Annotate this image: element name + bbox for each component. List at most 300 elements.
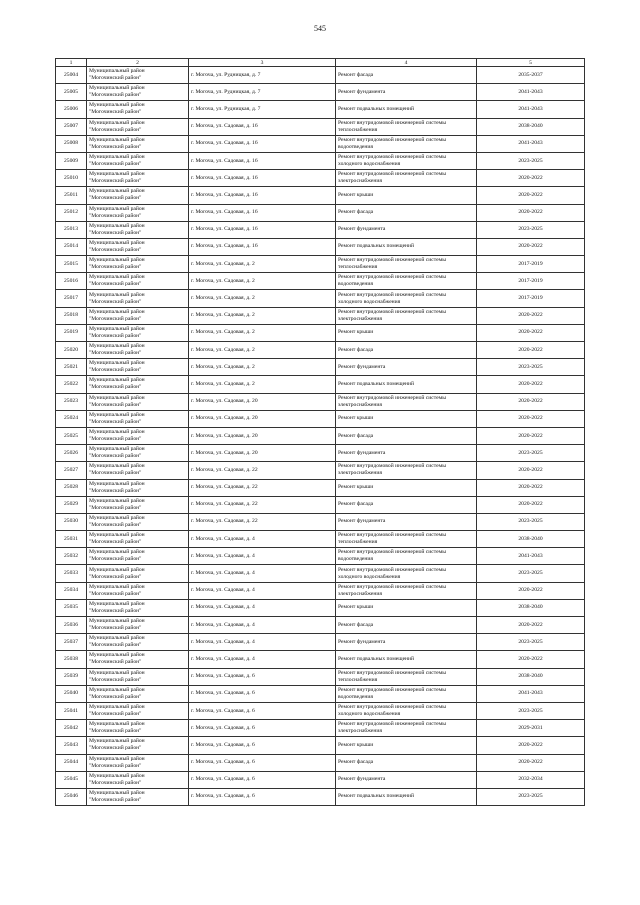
work-type-line: Ремонт внутридомовой инженерной системы [338,532,446,539]
address-cell: г. Могоча, ул. Садовая, д. 16 [189,221,336,238]
work-type-line: водоотведения [338,281,373,288]
municipality-cell [87,187,189,204]
municipality-line: "Могочинский район" [89,143,142,150]
municipality-cell [87,410,189,427]
municipality-line: "Могочинский район" [89,332,142,339]
work-type-line: Ремонт фасада [338,209,374,216]
municipality-line: "Могочинский район" [89,762,142,769]
record-number-cell: 25045 [56,771,87,788]
address-cell: г. Могоча, ул. Садовая, д. 2 [189,376,336,393]
municipality-line: "Могочинский район" [89,728,142,735]
municipality-line: Муниципальный район [89,635,145,642]
municipality-cell [87,634,189,651]
work-type-line: водоотведения [338,143,373,150]
municipality-cell [87,238,189,255]
municipality-line: Муниципальный район [89,274,145,281]
municipality-cell [87,788,189,805]
municipality-line: "Могочинский район" [89,436,142,443]
municipality-line: Муниципальный район [89,463,145,470]
municipality-line: "Могочинский район" [89,539,142,546]
work-type-line: Ремонт подвальных помещений [338,793,415,800]
record-number-cell: 25015 [56,256,87,273]
period-cell: 2041-2043 [477,84,585,101]
municipality-line: Муниципальный район [89,291,145,298]
work-type-line: Ремонт внутридомовой инженерной системы [338,308,446,315]
table-row [56,101,585,118]
municipality-cell [87,754,189,771]
work-type-cell [336,135,477,152]
municipality-line: "Могочинский район" [89,521,142,528]
column-number: 3 [189,59,336,67]
municipality-cell [87,548,189,565]
record-number-cell: 25028 [56,479,87,496]
municipality-line: "Могочинский район" [89,126,142,133]
record-number-cell: 25032 [56,548,87,565]
municipality-line: "Могочинский район" [89,745,142,752]
municipality-cell [87,170,189,187]
record-number-cell: 25017 [56,290,87,307]
address-cell: г. Могоча, ул. Садовая, д. 16 [189,170,336,187]
municipality-line: Муниципальный район [89,583,145,590]
address-cell: г. Могоча, ул. Садовая, д. 16 [189,135,336,152]
record-number-cell: 25014 [56,238,87,255]
municipality-line: Муниципальный район [89,532,145,539]
municipality-line: "Могочинский район" [89,642,142,649]
table-row [56,754,585,771]
municipality-cell [87,359,189,376]
record-number-cell: 25011 [56,187,87,204]
municipality-line: "Могочинский район" [89,109,142,116]
work-type-line: электроснабжения [338,315,382,322]
work-type-line: Ремонт фундамента [338,776,386,783]
address-cell: г. Могоча, ул. Садовая, д. 16 [189,118,336,135]
address-cell: г. Могоча, ул. Садовая, д. 20 [189,445,336,462]
work-type-line: теплоснабжения [338,539,378,546]
column-number: 5 [477,59,585,67]
work-type-cell [336,221,477,238]
work-type-cell [336,599,477,616]
municipality-line: "Могочинский район" [89,298,142,305]
municipality-line: Муниципальный район [89,377,145,384]
work-type-cell [336,238,477,255]
work-type-cell [336,273,477,290]
work-type-line: холодного водоснабжения [338,711,401,718]
municipality-line: Муниципальный район [89,669,145,676]
address-cell: г. Могоча, ул. Садовая, д. 4 [189,634,336,651]
municipality-line: "Могочинский район" [89,796,142,803]
municipality-line: "Могочинский район" [89,401,142,408]
table-row [56,496,585,513]
work-type-cell [336,152,477,169]
record-number-cell: 25041 [56,702,87,719]
municipality-cell [87,290,189,307]
period-cell: 2020-2022 [477,410,585,427]
municipality-line: Муниципальный район [89,429,145,436]
municipality-line: Муниципальный район [89,325,145,332]
address-cell: г. Могоча, ул. Садовая, д. 16 [189,152,336,169]
municipality-cell [87,273,189,290]
municipality-line: Муниципальный район [89,222,145,229]
record-number-cell: 25007 [56,118,87,135]
period-cell: 2041-2043 [477,101,585,118]
municipality-cell [87,118,189,135]
record-number-cell: 25029 [56,496,87,513]
municipality-line: "Могочинский район" [89,195,142,202]
address-cell: г. Могоча, ул. Рудницкая, д. 7 [189,84,336,101]
table-row [56,256,585,273]
municipality-line: "Могочинский район" [89,212,142,219]
municipality-line: "Могочинский район" [89,161,142,168]
period-cell: 2020-2022 [477,342,585,359]
address-cell: г. Могоча, ул. Садовая, д. 22 [189,462,336,479]
column-number: 1 [56,59,87,67]
table-row [56,238,585,255]
address-cell: г. Могоча, ул. Садовая, д. 20 [189,393,336,410]
address-cell: г. Могоча, ул. Садовая, д. 6 [189,771,336,788]
municipality-line: "Могочинский район" [89,625,142,632]
address-cell: г. Могоча, ул. Садовая, д. 6 [189,788,336,805]
record-number-cell: 25025 [56,427,87,444]
work-type-line: Ремонт фасада [338,759,374,766]
work-type-cell [336,754,477,771]
period-cell: 2020-2022 [477,324,585,341]
work-type-line: Ремонт внутридомовой инженерной системы [338,257,446,264]
work-type-line: Ремонт фасада [338,346,374,353]
period-cell: 2038-2040 [477,668,585,685]
work-type-cell [336,445,477,462]
record-number-cell: 25005 [56,84,87,101]
work-type-line: Ремонт фасада [338,501,374,508]
period-cell: 2023-2025 [477,152,585,169]
work-type-line: водоотведения [338,693,373,700]
work-type-cell [336,737,477,754]
column-number: 4 [336,59,477,67]
period-cell: 2017-2019 [477,273,585,290]
period-cell: 2020-2022 [477,204,585,221]
address-cell: г. Могоча, ул. Садовая, д. 6 [189,754,336,771]
work-type-line: Ремонт внутридомовой инженерной системы [338,566,446,573]
municipality-cell [87,702,189,719]
table-row [56,685,585,702]
period-cell: 2020-2022 [477,754,585,771]
work-type-cell [336,720,477,737]
work-type-line: Ремонт крыши [338,191,374,198]
period-cell: 2020-2022 [477,170,585,187]
table-row [56,720,585,737]
address-cell: г. Могоча, ул. Садовая, д. 4 [189,531,336,548]
municipality-line: Муниципальный район [89,755,145,762]
record-number-cell: 25012 [56,204,87,221]
table-row [56,410,585,427]
record-number-cell: 25009 [56,152,87,169]
table-row [56,651,585,668]
municipality-cell [87,204,189,221]
address-cell: г. Могоча, ул. Рудницкая, д. 7 [189,101,336,118]
period-cell: 2023-2025 [477,221,585,238]
municipality-line: "Могочинский район" [89,384,142,391]
address-cell: г. Могоча, ул. Садовая, д. 22 [189,479,336,496]
table-row [56,187,585,204]
table-row [56,737,585,754]
record-number-cell: 25018 [56,307,87,324]
municipality-line: Муниципальный район [89,789,145,796]
record-number-cell: 25027 [56,462,87,479]
municipality-line: "Могочинский район" [89,556,142,563]
address-cell: г. Могоча, ул. Садовая, д. 2 [189,342,336,359]
period-cell: 2023-2025 [477,788,585,805]
work-type-line: Ремонт фундамента [338,518,386,525]
period-cell: 2023-2025 [477,513,585,530]
table-row [56,788,585,805]
municipality-line: Муниципальный район [89,686,145,693]
municipality-cell [87,668,189,685]
address-cell: г. Могоча, ул. Садовая, д. 6 [189,685,336,702]
address-cell: г. Могоча, ул. Садовая, д. 6 [189,737,336,754]
municipality-line: Муниципальный район [89,772,145,779]
period-cell: 2020-2022 [477,307,585,324]
period-cell: 2023-2025 [477,359,585,376]
municipality-line: "Могочинский район" [89,281,142,288]
work-type-cell [336,771,477,788]
record-number-cell: 25042 [56,720,87,737]
period-cell: 2020-2022 [477,496,585,513]
municipality-line: Муниципальный район [89,721,145,728]
municipality-cell [87,771,189,788]
municipality-cell [87,152,189,169]
work-type-line: электроснабжения [338,401,382,408]
work-type-cell [336,565,477,582]
table-row [56,342,585,359]
municipality-line: Муниципальный район [89,257,145,264]
address-cell: г. Могоча, ул. Садовая, д. 20 [189,410,336,427]
period-cell: 2020-2022 [477,479,585,496]
work-type-cell [336,634,477,651]
work-type-line: Ремонт подвальных помещений [338,380,415,387]
work-type-cell [336,702,477,719]
municipality-line: Муниципальный район [89,171,145,178]
work-type-cell [336,290,477,307]
municipality-line: "Могочинский район" [89,264,142,271]
municipality-line: Муниципальный район [89,85,145,92]
work-type-cell [336,462,477,479]
municipality-line: Муниципальный район [89,549,145,556]
municipality-cell [87,531,189,548]
work-type-cell [336,187,477,204]
period-cell: 2038-2040 [477,531,585,548]
municipality-line: "Могочинский район" [89,693,142,700]
work-type-cell [336,410,477,427]
table-row [56,565,585,582]
address-cell: г. Могоча, ул. Садовая, д. 16 [189,204,336,221]
municipality-cell [87,565,189,582]
municipality-line: Муниципальный район [89,308,145,315]
record-number-cell: 25024 [56,410,87,427]
table-row [56,702,585,719]
municipality-cell [87,342,189,359]
work-type-cell [336,101,477,118]
record-number-cell: 25046 [56,788,87,805]
record-number-cell: 25037 [56,634,87,651]
municipality-line: "Могочинский район" [89,779,142,786]
municipality-cell [87,651,189,668]
record-number-cell: 25039 [56,668,87,685]
work-type-line: Ремонт фундамента [338,226,386,233]
work-type-line: Ремонт фасада [338,621,374,628]
record-number-cell: 25006 [56,101,87,118]
work-type-cell [336,84,477,101]
record-number-cell: 25044 [56,754,87,771]
municipality-line: Муниципальный район [89,188,145,195]
work-type-line: Ремонт подвальных помещений [338,655,415,662]
work-type-cell [336,548,477,565]
municipality-line: Муниципальный район [89,205,145,212]
municipality-cell [87,324,189,341]
work-type-line: Ремонт внутридомовой инженерной системы [338,154,446,161]
work-type-line: Ремонт фасада [338,71,374,78]
period-cell: 2023-2025 [477,634,585,651]
municipality-line: Муниципальный район [89,514,145,521]
record-number-cell: 25035 [56,599,87,616]
address-cell: г. Могоча, ул. Рудницкая, д. 7 [189,67,336,84]
period-cell: 2032-2034 [477,771,585,788]
table-row [56,531,585,548]
municipality-line: "Могочинский район" [89,75,142,82]
address-cell: г. Могоча, ул. Садовая, д. 16 [189,238,336,255]
period-cell: 2023-2025 [477,702,585,719]
work-type-cell [336,170,477,187]
work-type-line: Ремонт внутридомовой инженерной системы [338,583,446,590]
table-row [56,599,585,616]
work-type-line: Ремонт подвальных помещений [338,105,415,112]
address-cell: г. Могоча, ул. Садовая, д. 4 [189,565,336,582]
period-cell: 2035-2037 [477,67,585,84]
municipality-line: Муниципальный район [89,446,145,453]
period-cell: 2041-2043 [477,135,585,152]
municipality-line: "Могочинский район" [89,607,142,614]
work-type-line: Ремонт внутридомовой инженерной системы [338,136,446,143]
municipality-cell [87,617,189,634]
municipality-line: Муниципальный район [89,102,145,109]
work-type-line: Ремонт фундамента [338,638,386,645]
work-type-line: электроснабжения [338,590,382,597]
municipality-line: "Могочинский район" [89,470,142,477]
record-number-cell: 25038 [56,651,87,668]
municipality-cell [87,393,189,410]
work-type-line: Ремонт внутридомовой инженерной системы [338,686,446,693]
work-type-cell [336,427,477,444]
record-number-cell: 25034 [56,582,87,599]
address-cell: г. Могоча, ул. Садовая, д. 2 [189,359,336,376]
work-type-line: Ремонт внутридомовой инженерной системы [338,704,446,711]
period-cell: 2020-2022 [477,427,585,444]
municipality-line: Муниципальный район [89,480,145,487]
table-row [56,118,585,135]
work-type-line: холодного водоснабжения [338,161,401,168]
municipality-line: Муниципальный район [89,154,145,161]
record-number-cell: 25021 [56,359,87,376]
work-type-line: Ремонт внутридомовой инженерной системы [338,549,446,556]
address-cell: г. Могоча, ул. Садовая, д. 4 [189,548,336,565]
work-type-line: Ремонт крыши [338,741,374,748]
work-type-line: теплоснабжения [338,264,378,271]
record-number-cell: 25033 [56,565,87,582]
period-cell: 2017-2019 [477,256,585,273]
municipality-line: Муниципальный район [89,497,145,504]
work-type-cell [336,617,477,634]
record-number-cell: 25004 [56,67,87,84]
address-cell: г. Могоча, ул. Садовая, д. 2 [189,256,336,273]
work-type-cell [336,582,477,599]
address-cell: г. Могоча, ул. Садовая, д. 22 [189,513,336,530]
table-row [56,204,585,221]
work-type-line: Ремонт подвальных помещений [338,243,415,250]
table-row [56,221,585,238]
municipality-cell [87,720,189,737]
municipality-line: "Могочинский район" [89,315,142,322]
municipality-line: "Могочинский район" [89,453,142,460]
period-cell: 2023-2025 [477,565,585,582]
municipality-line: "Могочинский район" [89,659,142,666]
table-row [56,152,585,169]
work-type-line: Ремонт крыши [338,415,374,422]
period-cell: 2020-2022 [477,393,585,410]
municipality-cell [87,376,189,393]
work-type-line: Ремонт фасада [338,432,374,439]
work-type-line: Ремонт фундамента [338,449,386,456]
address-cell: г. Могоча, ул. Садовая, д. 4 [189,651,336,668]
work-type-cell [336,376,477,393]
address-cell: г. Могоча, ул. Садовая, д. 2 [189,273,336,290]
period-cell: 2020-2022 [477,238,585,255]
municipality-cell [87,496,189,513]
municipality-line: Муниципальный район [89,411,145,418]
period-cell: 2023-2025 [477,445,585,462]
period-cell: 2020-2022 [477,582,585,599]
address-cell: г. Могоча, ул. Садовая, д. 2 [189,324,336,341]
work-type-line: Ремонт внутридомовой инженерной системы [338,463,446,470]
municipality-line: Муниципальный район [89,566,145,573]
municipality-line: Муниципальный район [89,136,145,143]
work-type-cell [336,324,477,341]
work-type-line: Ремонт внутридомовой инженерной системы [338,721,446,728]
table-row [56,668,585,685]
municipality-line: "Могочинский район" [89,590,142,597]
period-cell: 2020-2022 [477,376,585,393]
work-type-line: холодного водоснабжения [338,573,401,580]
municipality-cell [87,737,189,754]
work-type-line: Ремонт крыши [338,329,374,336]
period-cell: 2029-2031 [477,720,585,737]
table-row [56,324,585,341]
period-cell: 2020-2022 [477,462,585,479]
page-number: 545 [314,24,326,33]
municipality-line: "Могочинский район" [89,573,142,580]
record-number-cell: 25008 [56,135,87,152]
register-table [55,58,585,806]
work-type-cell [336,685,477,702]
municipality-cell [87,599,189,616]
work-type-line: Ремонт внутридомовой инженерной системы [338,171,446,178]
record-number-cell: 25036 [56,617,87,634]
address-cell: г. Могоча, ул. Садовая, д. 2 [189,290,336,307]
address-cell: г. Могоча, ул. Садовая, д. 22 [189,496,336,513]
work-type-cell [336,788,477,805]
period-cell: 2038-2040 [477,599,585,616]
municipality-line: Муниципальный район [89,652,145,659]
record-number-cell: 25026 [56,445,87,462]
period-cell: 2041-2043 [477,548,585,565]
table-row [56,445,585,462]
